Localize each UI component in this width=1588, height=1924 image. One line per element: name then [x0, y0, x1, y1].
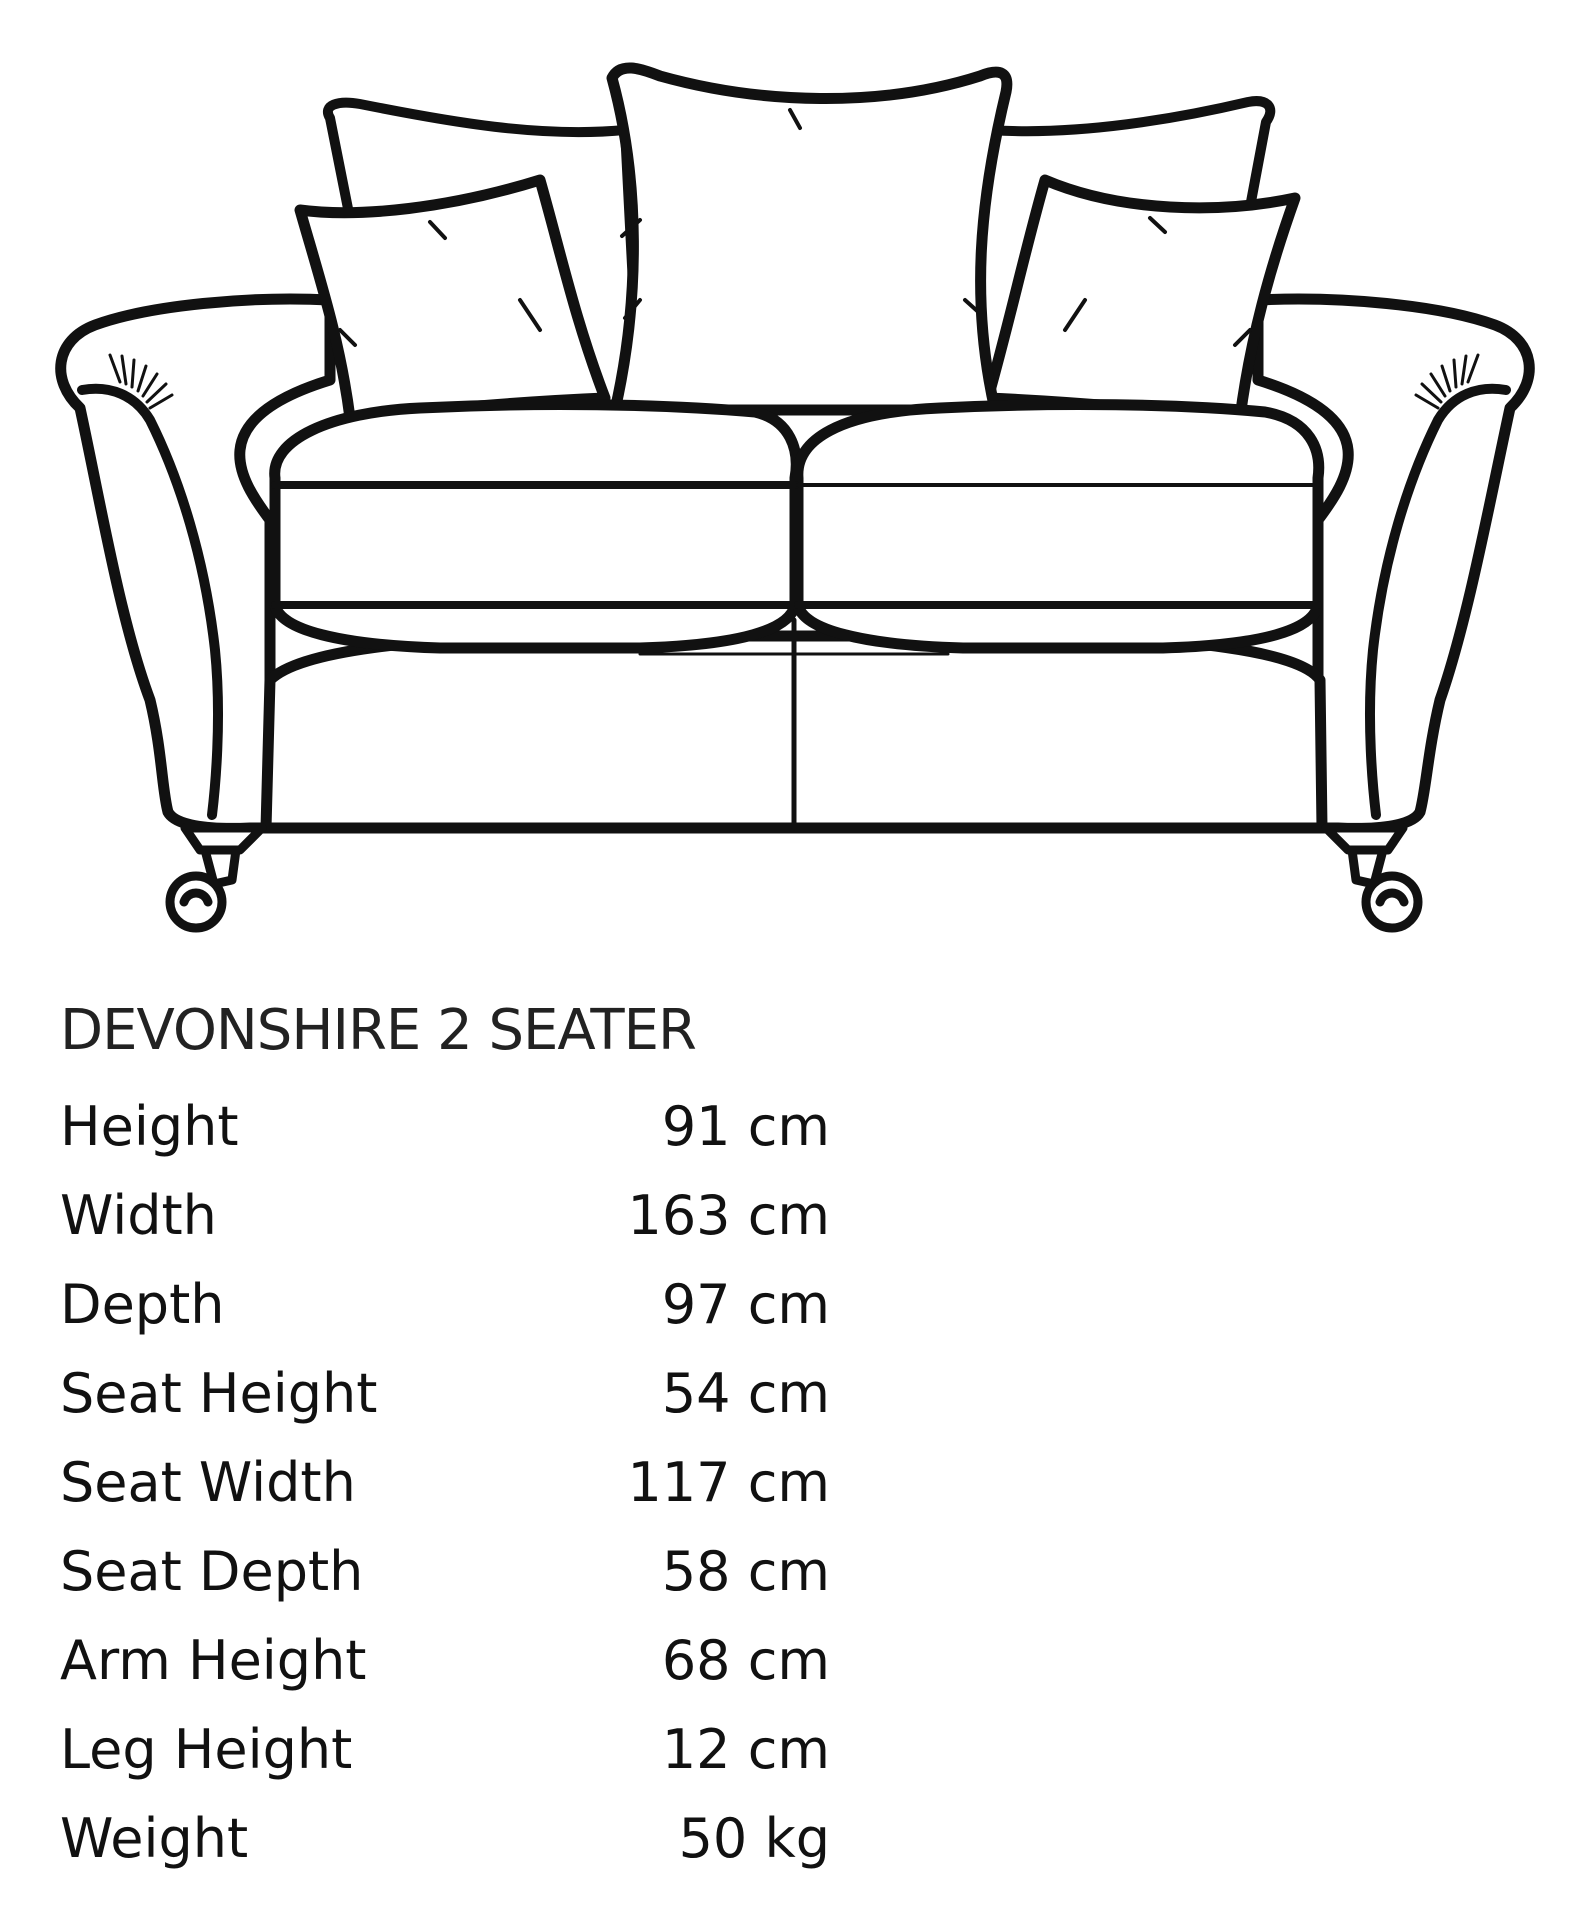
spec-value: 163 cm [627, 1184, 830, 1247]
spec-value: 91 cm [661, 1095, 830, 1158]
spec-value: 50 kg [678, 1807, 830, 1870]
back-pillow-center [612, 68, 1007, 410]
seat-cushion-right [798, 405, 1319, 648]
spec-label: Width [60, 1184, 217, 1247]
spec-row-seat-width [60, 1438, 830, 1527]
spec-value: 68 cm [661, 1629, 830, 1692]
spec-value: 58 cm [661, 1540, 830, 1603]
spec-value: 12 cm [661, 1718, 830, 1781]
spec-label: Arm Height [60, 1629, 367, 1692]
spec-label: Depth [60, 1273, 225, 1336]
right-leg [1326, 828, 1418, 928]
spec-value: 97 cm [661, 1273, 830, 1336]
sofa-line-drawing-icon [0, 0, 1588, 960]
spec-label: Height [60, 1095, 239, 1158]
spec-row-weight [60, 1794, 830, 1883]
spec-row-height [60, 1082, 830, 1171]
spec-row-depth [60, 1260, 830, 1349]
scatter-pillow-right [988, 180, 1295, 418]
spec-label: Seat Height [60, 1362, 378, 1425]
spec-label: Weight [60, 1807, 249, 1870]
spec-value: 117 cm [627, 1451, 830, 1514]
dimensions-table [60, 1082, 830, 1883]
spec-value: 54 cm [661, 1362, 830, 1425]
spec-label: Leg Height [60, 1718, 353, 1781]
spec-row-seat-depth [60, 1527, 830, 1616]
seat-cushion-left [275, 405, 796, 648]
spec-label: Seat Depth [60, 1540, 364, 1603]
spec-row-width [60, 1171, 830, 1260]
spec-row-seat-height [60, 1349, 830, 1438]
spec-row-arm-height [60, 1616, 830, 1705]
product-title: DEVONSHIRE 2 SEATER [60, 998, 696, 1063]
spec-label: Seat Width [60, 1451, 356, 1514]
left-leg [170, 828, 262, 928]
spec-row-leg-height [60, 1705, 830, 1794]
sofa-illustration [0, 0, 1588, 960]
